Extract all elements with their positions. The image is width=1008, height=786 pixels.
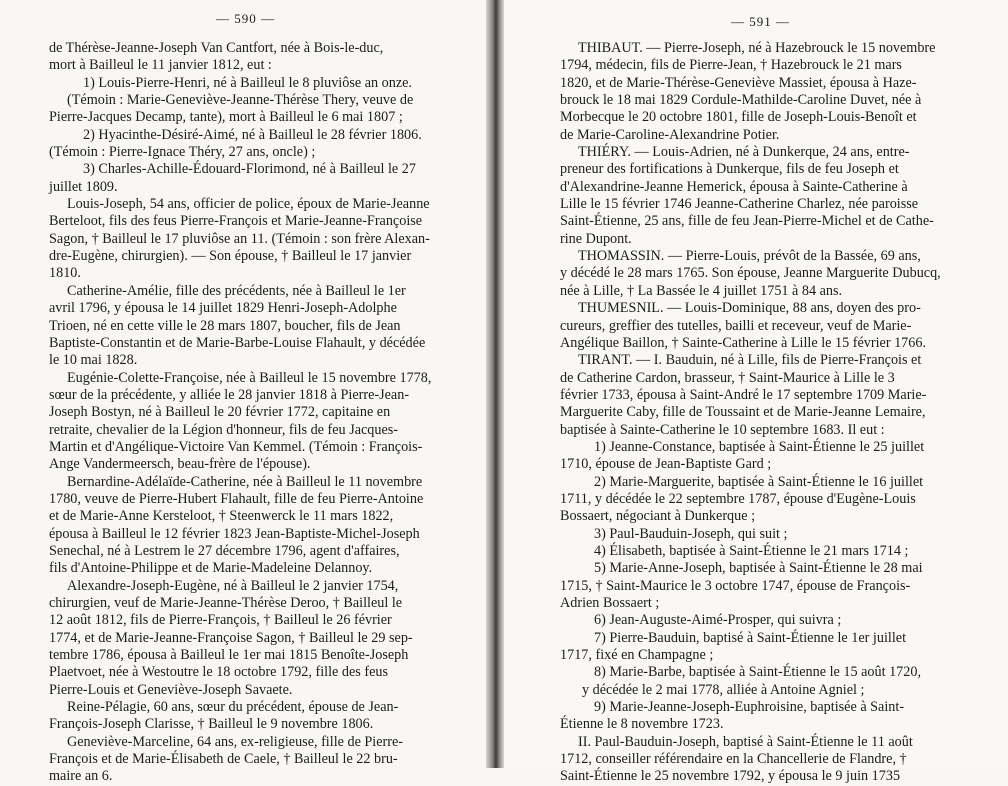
left-text-line: tembre 1786, épousa à Bailleul le 1er mai 1815 Benoîte-Joseph [49,647,409,664]
left-text-line: 2) Hyacinthe-Désiré-Aimé, né à Bailleul le 28 février 1806. [83,126,422,143]
right-text-line: 5) Marie-Anne-Joseph, baptisée à Saint-Étienne le 28 mai [594,560,923,577]
left-text-line: Pierre-Jacques Decamp, tante), mort à Bailleul le 6 mai 1807 ; [49,109,403,126]
right-text-line: 4) Élisabeth, baptisée à Saint-Étienne le 21 mars 1714 ; [594,542,909,559]
right-text-line: THIÉRY. — Louis-Adrien, né à Dunkerque, 24 ans, entre- [578,144,910,161]
right-text-line: 1712, conseiller référendaire en la Chancellerie de Flandre, † [560,751,907,768]
left-text-line: 1774, et de Marie-Jeanne-Françoise Sagon, † Bailleul le 29 sep- [49,629,413,646]
right-text-line: 1) Jeanne-Constance, baptisée à Saint-Étienne le 25 juillet [594,438,925,455]
right-text-line: d'Alexandrine-Jeanne Hemerick, épousa à Sainte-Catherine à [560,178,908,195]
left-text-line: maire an 6. [49,768,113,785]
right-text-line: Adrien Bossaert ; [560,595,660,611]
left-text-line: fils d'Antoine-Philippe et de Marie-Madeleine Delannoy. [49,560,373,577]
left-text-line: épousa à Bailleul le 12 février 1823 Jean-Baptiste-Michel-Joseph [49,525,420,542]
right-text-line: 2) Marie-Marguerite, baptisée à Saint-Étienne le 16 juillet [594,473,924,490]
left-text-line: de Thérèse-Jeanne-Joseph Van Cantfort, née à Bois-le-duc, [49,40,384,56]
right-text-line: y décédé le 28 mars 1765. Son épouse, Jeanne Marguerite Dubucq, [560,265,941,282]
left-text-line: avril 1796, y épousa le 14 juillet 1829 Henri-Joseph-Adolphe [49,300,397,317]
left-text-line: 3) Charles-Achille-Édouard-Florimond, né à Bailleul le 27 [83,161,416,178]
right-text-line: Marguerite Caby, fille de Toussaint et de Marie-Jeanne Lemaire, [560,404,926,421]
right-text-line: de Marie-Caroline-Alexandrine Potier. [560,126,780,143]
right-text-line: rine Dupont. [560,230,632,247]
left-text-line: François-Joseph Clarisse, † Bailleul le 9 novembre 1806. [49,716,374,733]
right-text-line: brouck le 18 mai 1829 Cordule-Mathilde-Caroline Duvet, née à [560,92,922,109]
left-text-line: Baptiste-Constantin et de Marie-Barbe-Louise Flahault, y décédée [49,334,426,351]
left-text-line: Senechal, né à Lestrem le 27 décembre 1796, agent d'affaires, [49,542,400,559]
right-text-line: II. Paul-Bauduin-Joseph, baptisé à Saint-Étienne le 11 août [578,733,913,750]
left-text-line: François et de Marie-Élisabeth de Caele, † Bailleul le 22 bru- [49,751,398,768]
right-text-line: Morbecque le 20 octobre 1801, fille de Joseph-Louis-Benoît et [560,109,917,126]
left-text-line: 1810. [49,265,81,282]
right-text-line: THIBAUT. — Pierre-Joseph, né à Hazebrouck le 15 novembre [578,40,936,56]
right-text-line: TIRANT. — I. Bauduin, né à Lille, fils de Pierre-François et [578,352,922,369]
left-text-line: 12 août 1812, fils de Pierre-François, † Bailleul le 26 février [49,612,392,629]
left-text-line: 1) Louis-Pierre-Henri, né à Bailleul le 8 pluviôse an onze. [83,74,412,91]
right-text-line: 1710, épouse de Jean-Baptiste Gard ; [560,456,772,473]
right-text-line: y décédée le 2 mai 1778, alliée à Antoine Agniel ; [582,681,865,698]
right-text-line: 1794, médecin, fils de Pierre-Jean, † Hazebrouck le 21 mars [560,57,902,74]
right-text-line: 6) Jean-Auguste-Aimé-Prosper, qui suivra ; [594,612,842,629]
page-number-left: — 590 — [216,11,275,26]
right-text-line: 1715, † Saint-Maurice le 3 octobre 1747, épouse de François- [560,577,911,594]
left-text-line: juillet 1809. [49,178,118,195]
left-text-line: Reine-Pélagie, 60 ans, sœur du précédent, épouse de Jean- [67,699,399,716]
left-text-line: Eugénie-Colette-Françoise, née à Bailleul le 15 novembre 1778, [67,369,432,386]
left-text-line: 1780, veuve de Pierre-Hubert Flahault, fille de feu Pierre-Antoine [49,490,424,507]
right-page-text [560,40,941,786]
book-gutter [486,0,504,768]
right-text-line: THOMASSIN. — Pierre-Louis, prévôt de la Bassée, 69 ans, [578,248,921,265]
left-text-line: Ange Vandermeersch, beau-frère de l'épouse). [49,456,311,473]
right-text-line: Saint-Étienne le 25 novembre 1792, y épousa le 9 juin 1735 [560,768,901,785]
left-text-line: Plaetvoet, née à Westoutre le 18 octobre 1792, fille des feus [49,664,388,681]
right-text-line: née à Lille, † La Bassée le 4 juillet 1751 à 84 ans. [560,282,843,299]
left-text-line: et de Marie-Anne Kersteloot, † Steenwerck le 11 mars 1822, [49,508,394,525]
left-text-line: sœur de la précédente, y alliée le 28 janvier 1818 à Pierre-Jean- [49,386,410,403]
left-text-line: (Témoin : Marie-Geneviève-Jeanne-Thérèse Thery, veuve de [67,92,414,109]
right-text-line: preneur des fortifications à Dunkerque, fils de feu Joseph et [560,161,899,178]
left-text-line: Alexandre-Joseph-Eugène, né à Bailleul le 2 janvier 1754, [67,577,399,594]
left-text-line: chirurgien, veuf de Marie-Jeanne-Thérèse Deroo, † Bailleul le [49,595,403,611]
right-text-line: 1820, et de Marie-Thérèse-Geneviève Massiet, épousa à Haze- [560,74,917,91]
right-text-line: 1711, y décédée le 22 septembre 1787, épouse d'Eugène-Louis [560,490,916,507]
left-text-line: le 10 mai 1828. [49,352,138,369]
left-text-line: Martin et d'Angélique-Victoire Van Kemmel. (Témoin : François- [49,438,423,455]
left-text-line: Geneviève-Marceline, 64 ans, ex-religieuse, fille de Pierre- [67,733,404,750]
right-text-line: Étienne le 8 novembre 1723. [560,716,724,733]
right-text-line: cureurs, greffier des tutelles, bailli et receveur, veuf de Marie- [560,317,912,334]
right-text-line: baptisée à Sainte-Catherine le 10 septembre 1683. Il eut : [560,421,885,438]
right-text-line: THUMESNIL. — Louis-Dominique, 88 ans, doyen des pro- [578,300,921,317]
left-text-line: Sagon, † Bailleul le 17 pluviôse an 11. (Témoin : son frère Alexan- [49,230,430,247]
right-text-line: 7) Pierre-Bauduin, baptisé à Saint-Étienne le 1er juillet [594,629,907,646]
left-text-line: (Témoin : Pierre-Ignace Théry, 27 ans, oncle) ; [49,144,316,161]
right-text-line: Angélique Baillon, † Sainte-Catherine à Lille le 15 février 1766. [560,334,927,351]
left-text-line: Pierre-Louis et Geneviève-Joseph Savaete. [49,681,293,698]
page-number-right: — 591 — [731,14,790,29]
right-text-line: de Catherine Cardon, brasseur, † Saint-Maurice à Lille le 3 [560,369,895,386]
left-text-line: Trioen, né en cette ville le 28 mars 1807, boucher, fils de Jean [49,317,401,334]
right-text-line: 1717, fixé en Champagne ; [560,647,714,664]
left-text-line: mort à Bailleul le 11 janvier 1812, eut : [49,57,272,74]
right-text-line: Saint-Étienne, 25 ans, fille de feu Jean-Pierre-Michel et de Cathe- [560,213,934,230]
left-text-line: Berteloot, fils des feus Pierre-François et Marie-Jeanne-Françoise [49,213,423,230]
right-text-line: 8) Marie-Barbe, baptisée à Saint-Étienne le 15 août 1720, [594,664,921,681]
left-text-line: retraite, chevalier de la Légion d'honneur, fils de feu Jacques- [49,421,399,438]
left-text-line: Catherine-Amélie, fille des précédents, née à Bailleul le 1er [67,282,406,299]
right-text-line: 9) Marie-Jeanne-Joseph-Euphroisine, baptisée à Saint- [594,699,905,716]
left-text-line: Louis-Joseph, 54 ans, officier de police, époux de Marie-Jeanne [67,196,430,213]
right-text-line: Bossaert, négociant à Dunkerque ; [560,508,756,525]
left-text-line: Bernardine-Adélaïde-Catherine, née à Bailleul le 11 novembre [67,473,423,490]
right-text-line: 3) Paul-Bauduin-Joseph, qui suit ; [594,525,788,542]
right-text-line: février 1733, épousa à Saint-André le 17 septembre 1709 Marie- [560,386,927,403]
right-text-line: Lille le 15 février 1746 Jeanne-Catherine Charlez, née paroisse [560,196,919,213]
left-text-line: Joseph Bostyn, né à Bailleul le 20 février 1772, capitaine en [49,404,391,421]
left-page-text [49,40,431,786]
left-text-line: dre-Eugène, chirurgien). — Son épouse, † Bailleul le 17 janvier [49,248,412,265]
